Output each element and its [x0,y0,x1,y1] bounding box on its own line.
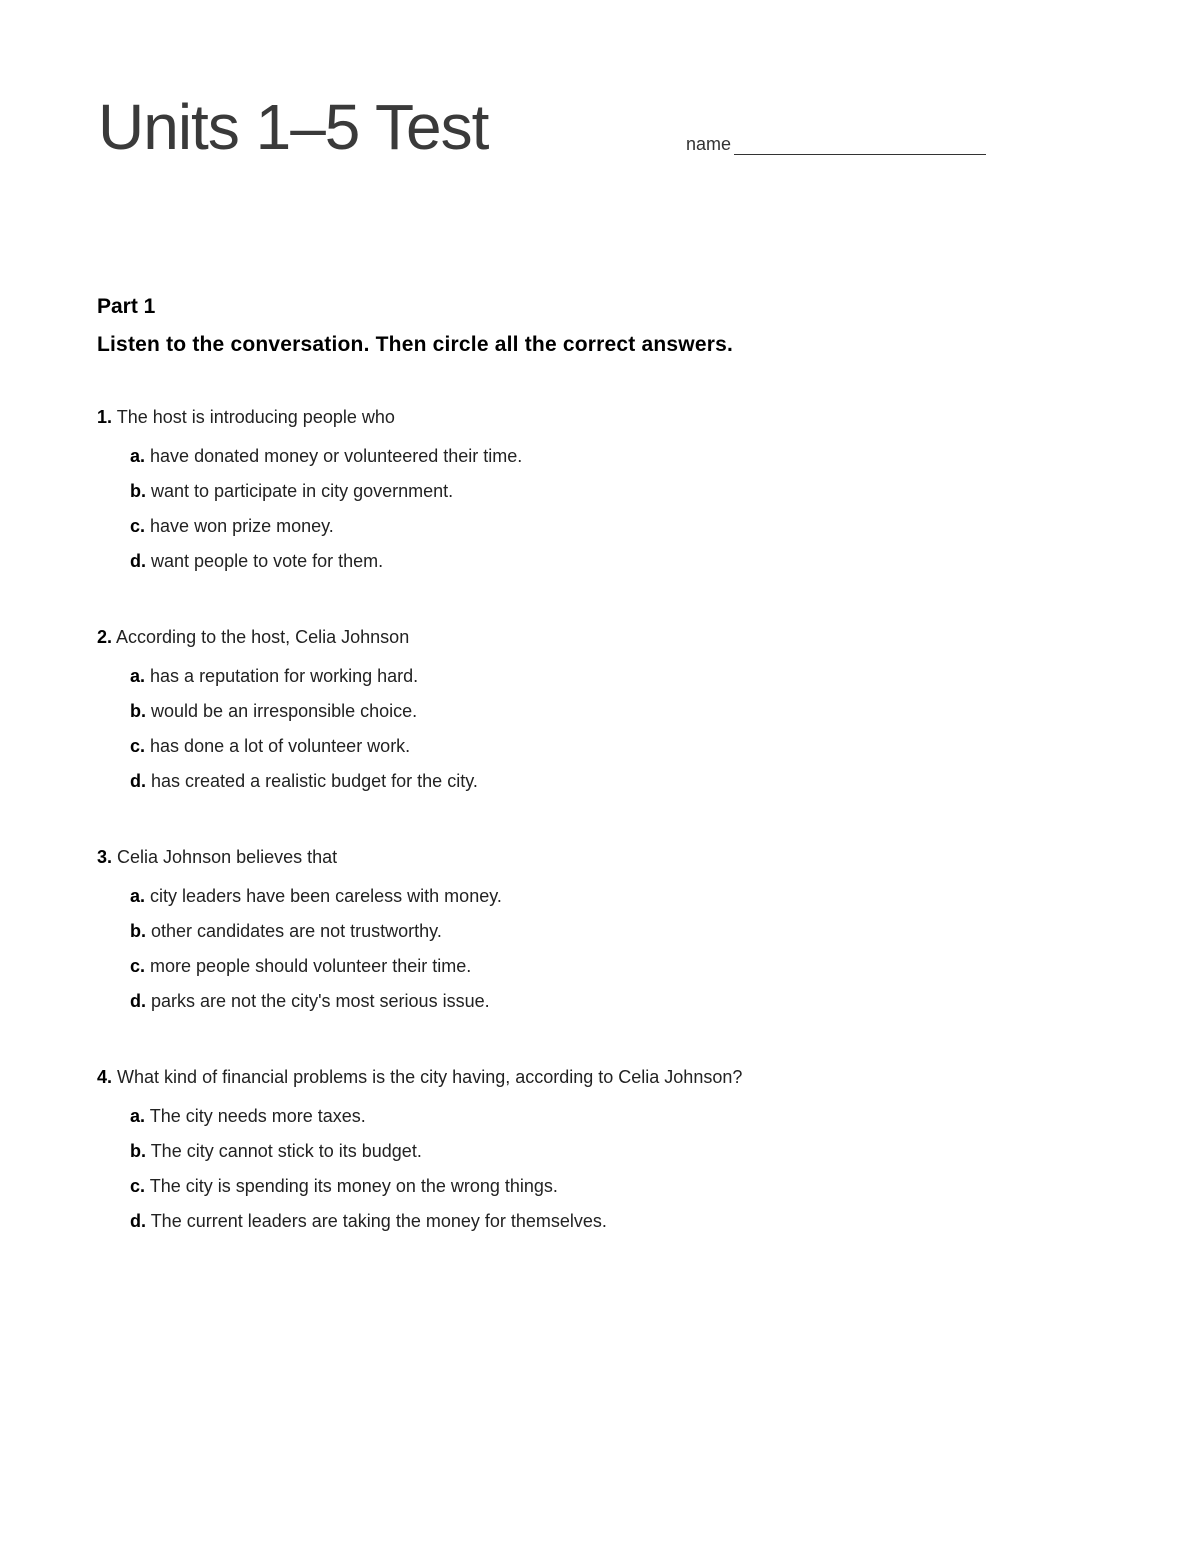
option-text: city leaders have been careless with money. [150,886,502,906]
question-1 [97,406,1097,585]
option-letter: b. [130,921,146,941]
option-letter: b. [130,701,146,721]
option-letter: a. [130,666,146,686]
answer-option-c[interactable] [130,955,1097,990]
question-text: According to the host, Celia Johnson [116,627,410,647]
answer-options [97,665,1097,805]
question-stem [97,1066,1097,1088]
option-text: parks are not the city's most serious issue. [151,991,490,1011]
question-text: The host is introducing people who [116,407,395,427]
question-text: Celia Johnson believes that [117,847,338,867]
answer-option-d[interactable] [130,550,1097,585]
option-letter: c. [130,956,146,976]
answer-option-c[interactable] [130,735,1097,770]
option-letter: a. [130,886,146,906]
answer-option-c[interactable] [130,515,1097,550]
option-letter: b. [130,1141,146,1161]
option-text: The current leaders are taking the money for themselves. [150,1211,607,1231]
question-number: 1. [97,407,113,427]
answer-option-a[interactable] [130,665,1097,700]
answer-options [97,885,1097,1025]
option-text: The city cannot stick to its budget. [150,1141,422,1161]
option-text: would be an irresponsible choice. [151,701,418,721]
answer-option-a[interactable] [130,885,1097,920]
option-text: has created a realistic budget for the city. [151,771,478,791]
option-letter: d. [130,551,146,571]
question-4 [97,1066,1097,1245]
name-label: name [686,134,732,154]
answer-option-b[interactable] [130,920,1097,955]
question-2 [97,626,1097,805]
part-heading: Part 1 [97,295,156,318]
option-text: have donated money or volunteered their time. [150,446,523,466]
option-text: more people should volunteer their time. [150,956,472,976]
answer-option-d[interactable] [130,990,1097,1025]
option-text: other candidates are not trustworthy. [151,921,442,941]
answer-option-a[interactable] [130,445,1097,480]
option-letter: c. [130,1176,146,1196]
question-3 [97,846,1097,1025]
option-text: have won prize money. [150,516,334,536]
option-letter: a. [130,1106,146,1126]
answer-option-b[interactable] [130,1140,1097,1175]
option-text: The city is spending its money on the wrong things. [149,1176,558,1196]
page-title: Units 1–5 Test [98,91,489,163]
question-stem [97,846,1097,868]
answer-option-b[interactable] [130,480,1097,515]
question-number: 4. [97,1067,113,1087]
option-letter: d. [130,771,146,791]
question-stem [97,626,1097,648]
option-text: The city needs more taxes. [149,1106,366,1126]
answer-options [97,1105,1097,1245]
question-number: 3. [97,847,113,867]
option-letter: c. [130,516,146,536]
option-letter: c. [130,736,146,756]
instructions: Listen to the conversation. Then circle all the correct answers. [97,333,733,356]
question-text: What kind of financial problems is the city having, according to Celia Johnson? [117,1067,743,1087]
question-number: 2. [97,627,113,647]
answer-options [97,445,1097,585]
name-blank-line [734,136,986,155]
option-text: want to participate in city government. [151,481,454,501]
option-letter: b. [130,481,146,501]
question-stem [97,406,1097,428]
option-text: has a reputation for working hard. [150,666,419,686]
answer-option-c[interactable] [130,1175,1097,1210]
answer-option-d[interactable] [130,1210,1097,1245]
option-letter: a. [130,446,146,466]
option-text: want people to vote for them. [151,551,384,571]
answer-option-a[interactable] [130,1105,1097,1140]
answer-option-d[interactable] [130,770,1097,805]
answer-option-b[interactable] [130,700,1097,735]
option-text: has done a lot of volunteer work. [150,736,411,756]
option-letter: d. [130,1211,146,1231]
option-letter: d. [130,991,146,1011]
name-field [686,133,986,155]
